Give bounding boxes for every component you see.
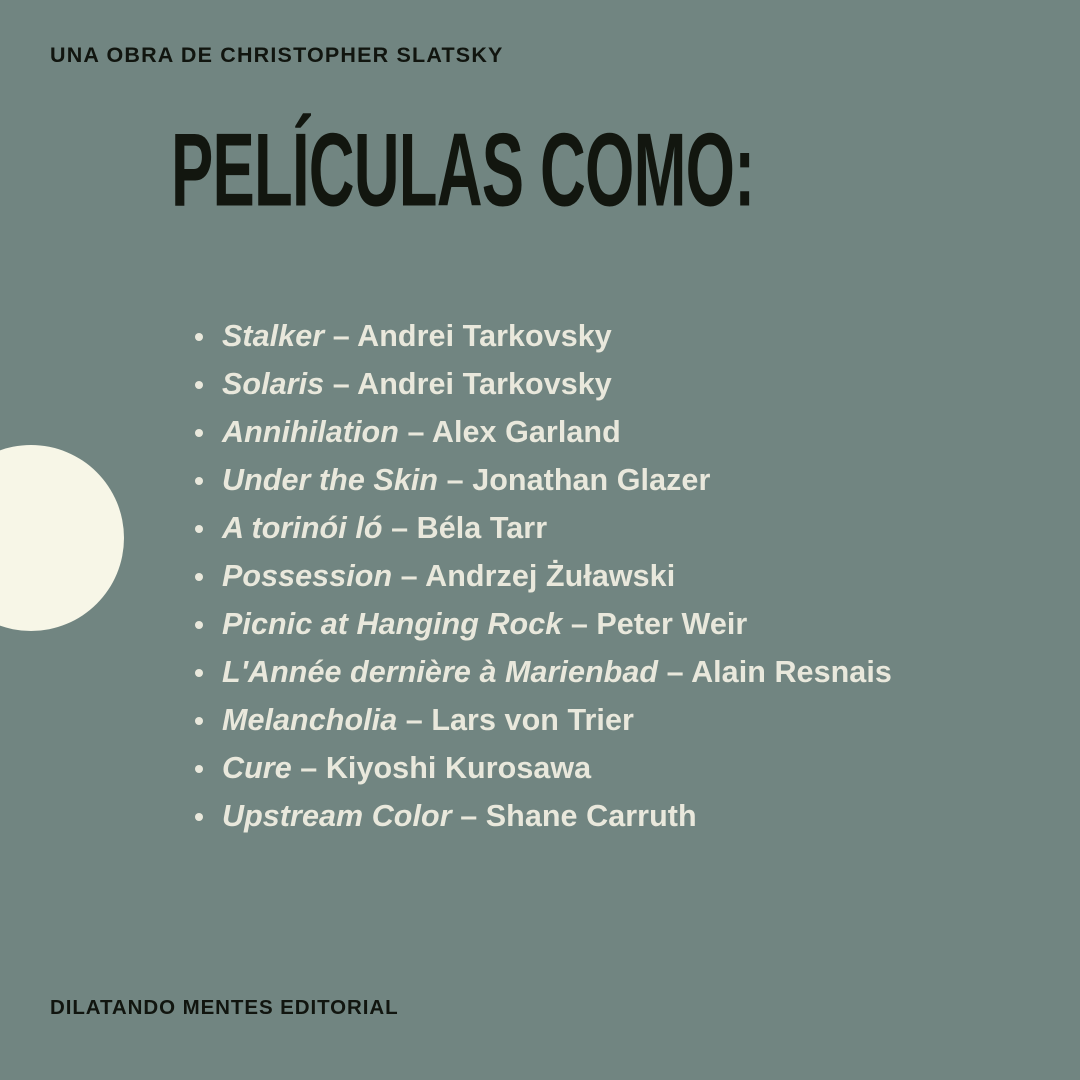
separator: – <box>658 655 692 689</box>
separator: – <box>438 463 473 497</box>
separator: – <box>324 367 358 401</box>
list-item <box>222 792 982 840</box>
film-title: Solaris <box>222 367 325 401</box>
film-director: Shane Carruth <box>485 799 697 833</box>
list-item <box>222 408 982 456</box>
film-list <box>182 312 982 840</box>
list-item <box>222 504 982 552</box>
separator: – <box>382 511 417 545</box>
list-item <box>222 648 982 696</box>
film-director: Peter Weir <box>596 607 748 641</box>
list-item <box>222 552 982 600</box>
film-title: Stalker <box>222 319 325 353</box>
list-item <box>222 456 982 504</box>
film-director: Andrei Tarkovsky <box>357 319 612 353</box>
film-director: Andrzej Żuławski <box>425 559 676 593</box>
film-director: Béla Tarr <box>416 511 548 545</box>
film-title: Upstream Color <box>222 799 452 833</box>
film-director: Andrei Tarkovsky <box>357 367 612 401</box>
separator: – <box>392 559 426 593</box>
film-title: Cure <box>222 751 292 785</box>
film-title: Under the Skin <box>222 463 439 497</box>
separator: – <box>562 607 597 641</box>
film-director: Lars von Trier <box>431 703 634 737</box>
separator: – <box>451 799 486 833</box>
film-title: A torinói ló <box>222 511 383 545</box>
film-title: Picnic at Hanging Rock <box>222 607 563 641</box>
film-title: L'Année dernière à Marienbad <box>222 655 659 689</box>
separator: – <box>324 319 358 353</box>
kicker-text: UNA OBRA DE CHRISTOPHER SLATSKY <box>50 43 504 67</box>
film-director: Kiyoshi Kurosawa <box>325 751 592 785</box>
list-item <box>222 600 982 648</box>
separator: – <box>398 415 432 449</box>
separator: – <box>291 751 326 785</box>
list-item <box>222 312 982 360</box>
film-title: Annihilation <box>222 415 399 449</box>
film-title: Possession <box>222 559 393 593</box>
film-director: Jonathan Glazer <box>472 463 711 497</box>
list-item <box>222 360 982 408</box>
footer-text: DILATANDO MENTES EDITORIAL <box>50 996 399 1019</box>
list-item <box>222 696 982 744</box>
circle-decoration <box>0 445 124 631</box>
page-title: PELÍCULAS COMO: <box>171 110 755 228</box>
separator: – <box>397 703 432 737</box>
film-director: Alex Garland <box>431 415 621 449</box>
film-title: Melancholia <box>222 703 398 737</box>
list-item <box>222 744 982 792</box>
film-director: Alain Resnais <box>691 655 892 689</box>
